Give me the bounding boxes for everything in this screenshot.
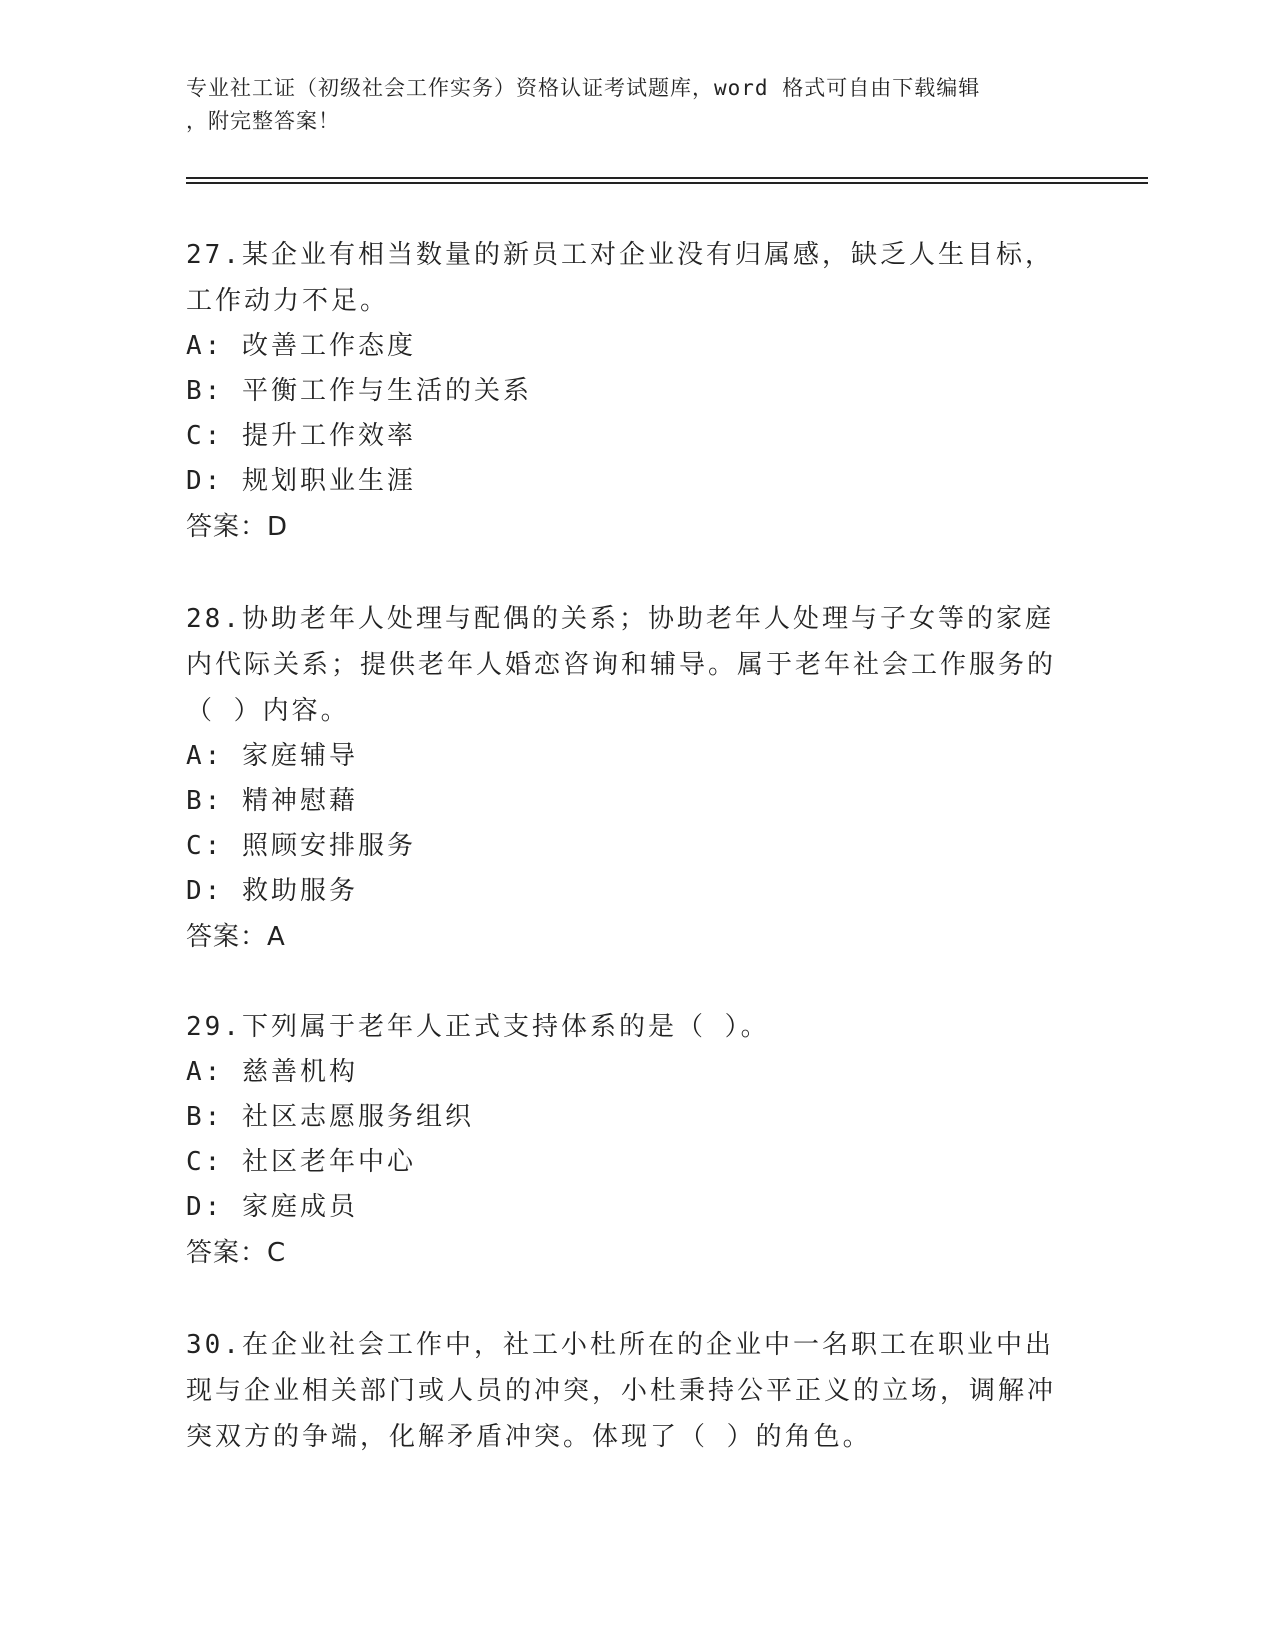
option-d: D: 家庭成员 [186,1192,358,1222]
option-c: C: 社区老年中心 [186,1147,416,1177]
question-28 [186,596,1076,960]
question-29 [186,1004,1076,1276]
option-a: A: 家庭辅导 [186,741,358,771]
option-c: C: 提升工作效率 [186,421,416,451]
answer: 答案：C [186,1238,287,1268]
question-27 [186,232,1076,550]
header-divider-bottom [186,182,1148,184]
question-30 [186,1322,1076,1460]
question-stem: 30.在企业社会工作中，社工小杜所在的企业中一名职工在职业中出现与企业相关部门或人员的冲突，小杜秉持公平正义的立场，调解冲突双方的争端，化解矛盾冲突。体现了（ ）的角色。 [186,1330,1057,1452]
option-a: A: 改善工作态度 [186,331,416,361]
question-stem: 28.协助老年人处理与配偶的关系；协助老年人处理与子女等的家庭内代际关系；提供老年人婚恋咨询和辅导。属于老年社会工作服务的（ ）内容。 [186,604,1057,726]
option-a: A: 慈善机构 [186,1057,358,1087]
option-b: B: 精神慰藉 [186,786,358,816]
question-stem: 29.下列属于老年人正式支持体系的是（ ）。 [186,1012,770,1042]
header-divider-top [186,177,1148,179]
question-stem: 27.某企业有相当数量的新员工对企业没有归属感，缺乏人生目标，工作动力不足。 [186,240,1054,316]
option-d: D: 救助服务 [186,876,358,906]
option-c: C: 照顾安排服务 [186,831,416,861]
answer: 答案：D [186,512,289,542]
option-b: B: 平衡工作与生活的关系 [186,376,532,406]
option-b: B: 社区志愿服务组织 [186,1102,474,1132]
document-header: 专业社工证（初级社会工作实务）资格认证考试题库，word 格式可自由下载编辑 ，附完整答案！ [186,76,981,133]
option-d: D: 规划职业生涯 [186,466,416,496]
answer: 答案：A [186,922,286,952]
